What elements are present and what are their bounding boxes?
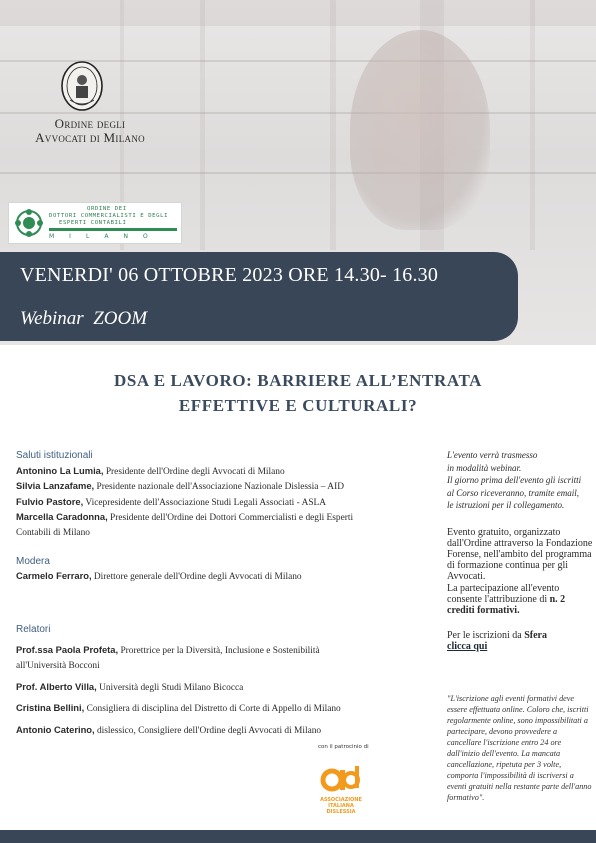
relatore-3: Cristina Bellini, Consigliera di disciplina del Distretto di Corte di Appello di Milano (16, 702, 341, 715)
credits-text: La partecipazione all'evento consente l'attribuzione di n. 2 crediti formativi. (447, 582, 566, 616)
saluti-person-2: Silvia Lanzafame, Presidente nazionale dell'Associazione Nazionale Dislessia – AID (16, 480, 344, 493)
odc-city: MILANO (49, 233, 163, 240)
relatore-1: Prof.ssa Paola Profeta, Prorettrice per la Diversità, Inclusione e Sostenibilità all'Università Bocconi (16, 644, 320, 671)
odc-milano-logo (8, 202, 182, 244)
event-mode: Webinar ZOOM (20, 308, 148, 329)
saluti-heading: Saluti istituzionali (16, 450, 93, 461)
odc-name-text: ORDINE DEI DOTTORI COMMERCIALISTI E DEGLI ESPERTI CONTABILI (49, 206, 169, 226)
odc-divider (49, 228, 177, 231)
webinar-info: L'evento verrà trasmesso in modalità webinar. Il giorno prima dell'evento gli iscritti al Corso riceveranno, tramite email, le istruzioni per il collegamento. (447, 450, 582, 510)
program-column (16, 449, 416, 738)
modera-heading: Modera (16, 555, 50, 567)
relatore-4: Antonio Caterino, dislessico, Consigliere dell'Ordine degli Avvocati di Milano (16, 723, 322, 736)
event-title: DSA E LAVORO: BARRIERE ALL’ENTRATA EFFETTIVE E CULTURALI? (113, 371, 482, 415)
ordine-avvocati-seal-icon (60, 60, 104, 112)
register-link[interactable]: clicca qui (447, 641, 488, 653)
event-date: VENERDI' 06 OTTOBRE 2023 ORE 14.30- 16.30 (20, 264, 439, 286)
aid-name: ASSOCIAZIONE ITALIANA DISLESSIA (320, 797, 362, 815)
statue-bust-image (350, 30, 490, 230)
info-column (447, 449, 593, 803)
event-description: Evento gratuito, organizzato dall'Ordine attraverso la Fondazione Forense, nell'ambito del programma di formazione continua per gli Avvocati. La partecipazione all'evento consente l'attribuzione di n. 2 crediti formativi. (447, 526, 593, 616)
saluti-person-1: Antonino La Lumia, Presidente dell'Ordine degli Avvocati di Milano (16, 464, 285, 477)
ordine-avvocati-name: Ordine degli Avvocati di Milano (35, 116, 145, 145)
saluti-person-3: Fulvio Pastore, Vicepresidente dell'Associazione Studi Legali Associati - ASLA (16, 495, 327, 508)
event-band (0, 252, 518, 341)
saluti-person-4: Marcella Caradonna, Presidente dell'Ordine dei Dottori Commercialisti e degli Esperti Contabili di Milano (16, 511, 354, 538)
moderator: Carmelo Ferraro, Direttore generale dell'Ordine degli Avvocati di Milano (16, 570, 302, 583)
relatori-heading: Relatori (16, 623, 51, 635)
registration-info: Per le iscrizioni da Sfera clicca qui (447, 630, 547, 653)
registration-note: "L'iscrizione agli eventi formativi deve essere effettuata online. Coloro che, iscritti regolarmente online, sono impossibilitati a partecipare, devono provvedere a cancellare l'iscrizione entro 24 ore dall'inizio dell'evento. La mancata cancellazione, ripetuta per 3 volte, comporta l'impossibilità di iscriversi a eventi gratuiti nella restante parte dell'anno formativo". (447, 693, 592, 802)
patronage-label: con il patrocinio di (318, 744, 369, 750)
odc-emblem-icon (12, 208, 46, 238)
relatore-2: Prof. Alberto Villa, Università degli Studi Milano Bicocca (16, 680, 244, 693)
footer-band (0, 830, 596, 843)
